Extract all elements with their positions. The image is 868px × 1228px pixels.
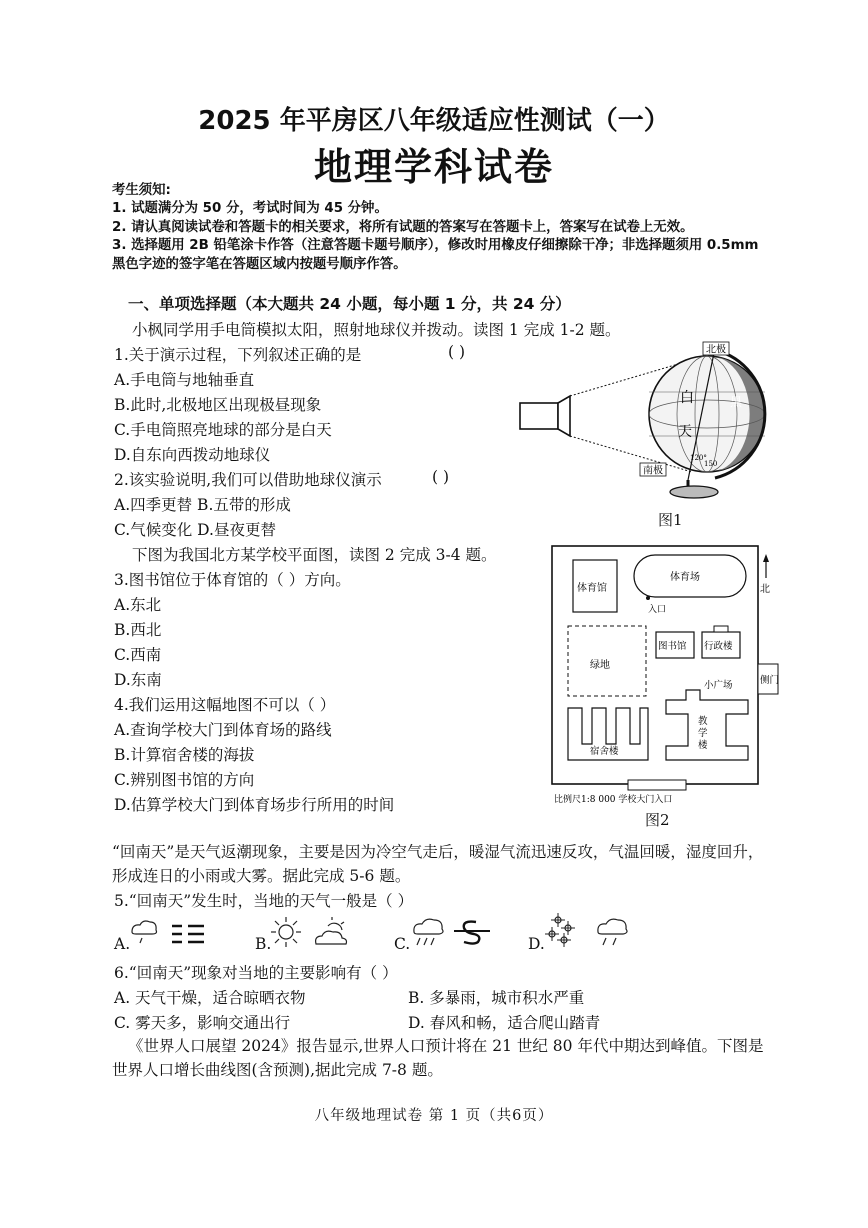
- q4-option-a: A.查询学校大门到体育场的路线: [114, 721, 332, 739]
- gym-label: 体育馆: [577, 583, 607, 594]
- figure2-caption: 图2: [645, 811, 670, 829]
- q4-stem: 4.我们运用这幅地图不可以（ ）: [114, 696, 336, 714]
- exam-subtitle: 地理学科试卷: [313, 145, 554, 189]
- sandstorm-icon: [454, 922, 490, 944]
- plaza-label: 小广场: [704, 680, 733, 691]
- figure2-school-map: [548, 540, 788, 808]
- globe-text-bai: 白: [680, 390, 694, 406]
- q6-stem: 6.“回南天”现象对当地的主要影响有（ ）: [114, 964, 398, 982]
- q3-option-a: A.东北: [114, 596, 162, 614]
- teaching-label-2: 学: [698, 728, 708, 739]
- teaching-label-1: 教: [698, 716, 708, 727]
- scale-label: 比例尺1:8 000 学校大门入口: [554, 795, 673, 805]
- q5-option-b-icons: [270, 914, 354, 950]
- flashlight-body: [520, 403, 558, 429]
- north-label: 北: [760, 584, 770, 595]
- q2-options-row1: A.四季更替 B.五带的形成: [114, 496, 291, 514]
- exam-title: 2025 年平房区八年级适应性测试（一）: [198, 106, 670, 136]
- notes-item-2: 2. 请认真阅读试卷和答题卡的相关要求，将所有试题的答案写在答题卡上，答案写在试卷上无效。: [112, 219, 694, 235]
- stadium-entrance-label: 入口: [648, 605, 667, 615]
- notes-item-3: 3. 选择题用 2B 铅笔涂卡作答（注意答题卡题号顺序），修改时用橡皮仔细擦除干净；非选择题须用 0.5mm 黑色字迹的签字笔在答题区域内按题号顺序作答。: [112, 238, 759, 272]
- q2-options-row2: C.气候变化 D.昼夜更替: [114, 521, 276, 539]
- teaching-label-3: 楼: [698, 740, 708, 751]
- q1-option-d: D.自东向西拨动地球仪: [114, 446, 271, 464]
- q5-option-d-label: D.: [528, 935, 545, 953]
- q3-stem: 3.图书馆位于体育馆的（ ）方向。: [114, 571, 351, 589]
- admin-building-top: [714, 626, 728, 632]
- stadium-label: 体育场: [670, 572, 700, 583]
- q5-option-c-label: C.: [394, 935, 411, 953]
- heavy-rain-icon: [414, 919, 443, 945]
- partly-cloudy-icon: [316, 917, 347, 944]
- exam-notes: [112, 182, 772, 274]
- q5-option-b-label: B.: [255, 935, 272, 953]
- q3-option-b: B.西北: [114, 621, 162, 639]
- main-gate: [628, 780, 686, 790]
- q5-option-c-icons: [410, 914, 494, 950]
- light-rain-icon: [132, 921, 157, 943]
- intro-q1-2: 小枫同学用手电筒模拟太阳，照射地球仪并拨动。读图 1 完成 1-2 题。: [132, 321, 621, 339]
- q1-stem: 1.关于演示过程，下列叙述正确的是: [114, 346, 362, 364]
- q4-option-d: D.估算学校大门到体育场步行所用的时间: [114, 796, 395, 814]
- figure1-caption: 图1: [658, 511, 683, 529]
- globe-longitude-150: 150: [704, 460, 718, 468]
- notes-heading: 考生须知:: [112, 183, 171, 198]
- side-gate-label: 侧门: [760, 675, 780, 686]
- globe-text-tian: 天: [678, 424, 692, 440]
- q5-option-a-icons: [128, 916, 210, 950]
- rain-icon: [598, 919, 627, 945]
- q3-option-c: C.西南: [114, 646, 162, 664]
- q6-option-b: B. 多暴雨，城市积水严重: [408, 989, 585, 1007]
- north-arrow-head: [763, 554, 769, 562]
- q6-option-a: A. 天气干燥，适合晾晒衣物: [114, 989, 306, 1007]
- q5-stem: 5.“回南天”发生时，当地的天气一般是（ ）: [114, 892, 414, 910]
- flashlight-head: [558, 396, 570, 436]
- sunny-icon: [271, 917, 301, 947]
- south-pole-label: 南极: [643, 465, 663, 477]
- dormitory-label: 宿舍楼: [590, 746, 619, 757]
- globe-stand-base: [670, 486, 718, 498]
- q5-option-d-icons: [544, 910, 634, 950]
- fog-icon: [172, 926, 204, 942]
- globe-text-hei: 黑: [730, 395, 743, 409]
- green-space-label: 绿地: [590, 660, 610, 671]
- passage-q5-6: “回南天”是天气返潮现象，主要是因为冷空气走后，暖湿气流迅速反攻，气温回暖，湿度回升，形成连日的小雨或大雾。据此完成 5-6 题。: [112, 843, 764, 885]
- notes-item-1: 1. 试题满分为 50 分，考试时间为 45 分钟。: [112, 201, 388, 217]
- q6-option-c: C. 雾天多，影响交通出行: [114, 1014, 291, 1032]
- admin-label: 行政楼: [704, 641, 733, 652]
- page-footer: 八年级地理试卷 第 1 页（共6页）: [314, 1108, 554, 1124]
- north-pole-label: 北极: [706, 344, 726, 356]
- q1-option-b: B.此时,北极地区出现极昼现象: [114, 396, 322, 414]
- library-label: 图书馆: [658, 641, 687, 652]
- q6-option-d: D. 春风和畅，适合爬山踏青: [408, 1014, 601, 1032]
- q1-option-c: C.手电筒照亮地球的部分是白天: [114, 421, 332, 439]
- q1-option-a: A.手电筒与地轴垂直: [114, 371, 255, 389]
- q2-stem: 2.该实验说明,我们可以借助地球仪演示: [114, 471, 382, 489]
- figure1-globe-diagram: [512, 340, 772, 512]
- section-heading: 一、单项选择题（本大题共 24 小题，每小题 1 分，共 24 分）: [128, 295, 571, 313]
- q2-answer-bracket: ( ): [432, 468, 450, 486]
- q5-option-a-label: A.: [114, 935, 131, 953]
- snow-icon: [545, 913, 575, 947]
- q3-option-d: D.东南: [114, 671, 162, 689]
- q4-option-b: B.计算宿舍楼的海拔: [114, 746, 255, 764]
- stadium-entrance-dot: [646, 596, 650, 600]
- globe-longitude-120: 120°: [690, 454, 707, 462]
- passage-q7-8: 《世界人口展望 2024》报告显示,世界人口预计将在 21 世纪 80 年代中期达到峰值。下图是世界人口增长曲线图(含预测),据此完成 7-8 题。: [112, 1037, 764, 1079]
- q1-answer-bracket: ( ): [448, 343, 466, 361]
- q4-option-c: C.辨别图书馆的方向: [114, 771, 255, 789]
- intro-q3-4: 下图为我国北方某学校平面图，读图 2 完成 3-4 题。: [132, 546, 497, 564]
